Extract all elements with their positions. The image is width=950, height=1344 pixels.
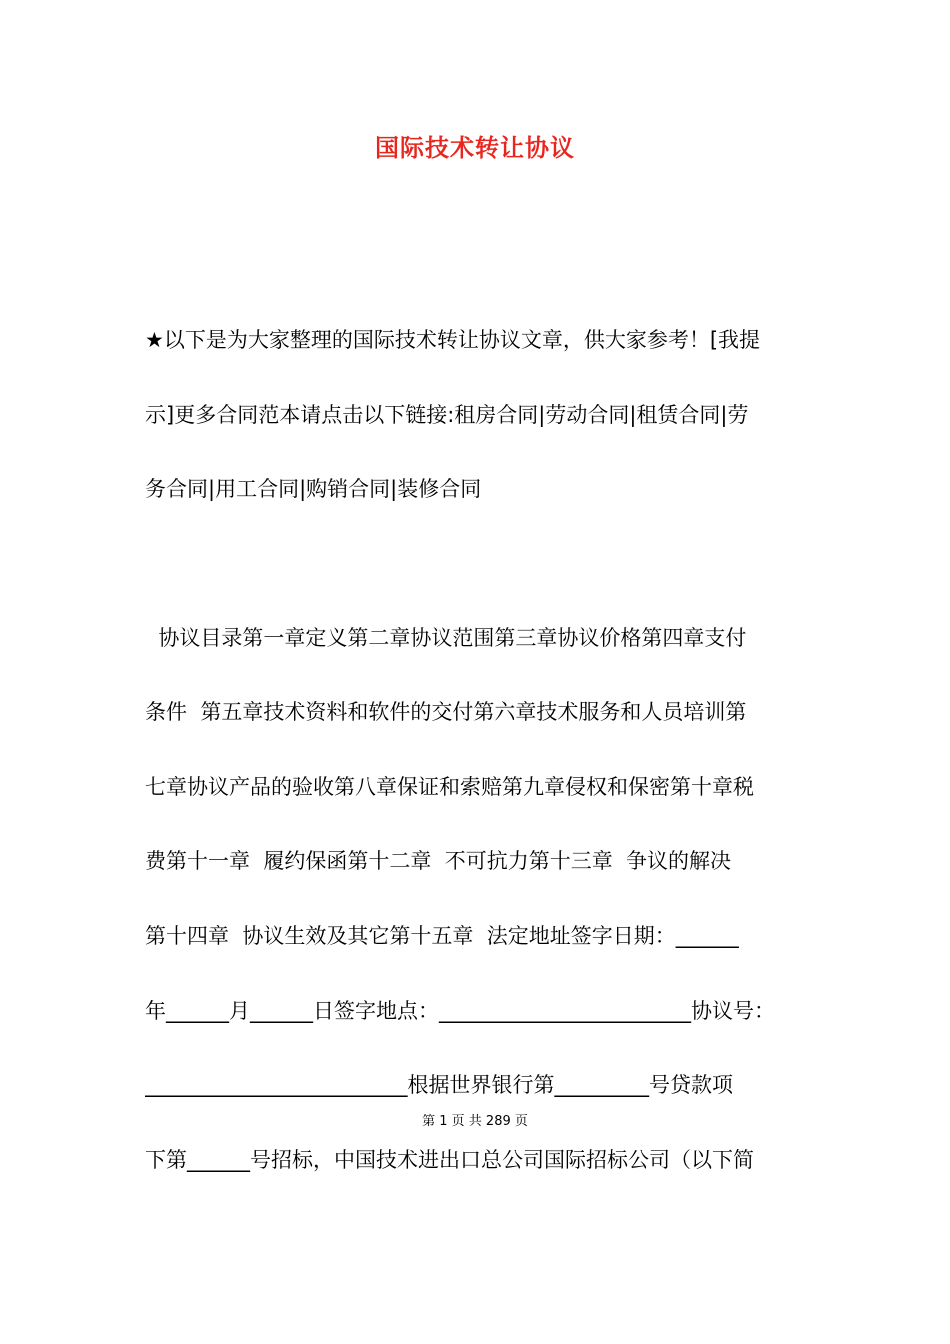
intro-line-2: 示]更多合同范本请点击以下链接:租房合同|劳动合同|租赁合同|劳 bbox=[145, 403, 749, 427]
body-line-3: 七章协议产品的验收第八章保证和索赔第九章侵权和保密第十章税 bbox=[145, 775, 754, 799]
body-line-6: 年______月______日签字地点：________________________协议号： bbox=[145, 999, 775, 1023]
body-line-5: 第十四章 协议生效及其它第十五章 法定地址签字日期：______ bbox=[145, 924, 739, 948]
intro-line-3: 务合同|用工合同|购销合同|装修合同 bbox=[145, 477, 482, 501]
body-line-4: 费第十一章 履约保函第十二章 不可抗力第十三章 争议的解决 bbox=[145, 849, 732, 873]
body-line-8: 下第______号招标，中国技术进出口总公司国际招标公司（以下简 bbox=[145, 1148, 754, 1172]
body-line-2: 条件 第五章技术资料和软件的交付第六章技术服务和人员培训第 bbox=[145, 700, 747, 724]
document-title: 国际技术转让协议 bbox=[375, 134, 575, 162]
body-line-7: _________________________根据世界银行第_________号贷款项 bbox=[145, 1073, 733, 1097]
page-number: 第 1 页 共 289 页 bbox=[422, 1114, 528, 1129]
intro-line-1: ★以下是为大家整理的国际技术转让协议文章，供大家参考！[我提 bbox=[145, 328, 761, 352]
body-line-1: 协议目录第一章定义第二章协议范围第三章协议价格第四章支付 bbox=[145, 626, 747, 650]
